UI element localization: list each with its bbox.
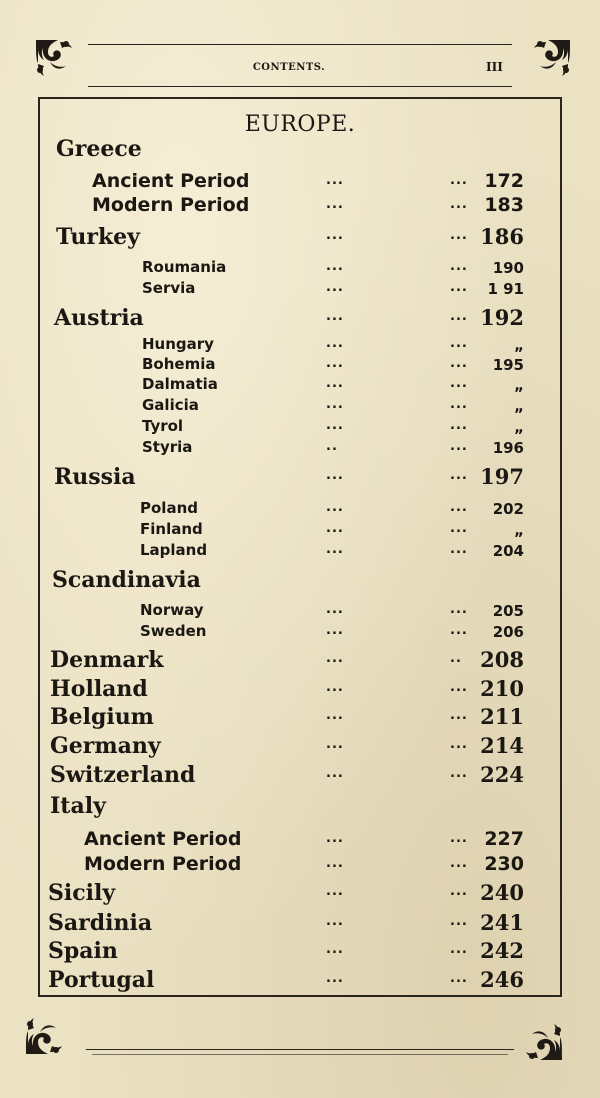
toc-page-number: 246 (480, 967, 524, 992)
toc-leader-dots: ... (450, 500, 468, 515)
toc-entry-label: Belgium (50, 704, 154, 730)
toc-page-number: „ (514, 376, 524, 394)
toc-entry-label: Italy (50, 793, 106, 819)
toc-entry-label: Holland (50, 676, 148, 702)
toc-leader-dots: ... (326, 376, 344, 391)
toc-leader-dots: ... (326, 766, 344, 781)
toc-leader-dots: ... (326, 280, 344, 295)
toc-leader-dots: ... (450, 914, 468, 929)
toc-page-number: 230 (484, 853, 524, 875)
toc-leader-dots: ... (326, 228, 344, 243)
corner-ornament-bottom-right-icon (508, 1006, 566, 1064)
toc-leader-dots: ... (450, 418, 468, 433)
toc-leader-dots: ... (450, 680, 468, 695)
toc-leader-dots: ... (450, 439, 468, 454)
toc-entry-label: Ancient Period (92, 170, 250, 192)
toc-page-number: 210 (480, 676, 524, 701)
toc-leader-dots: ... (450, 856, 468, 871)
toc-page-number: 227 (484, 828, 524, 850)
toc-entry-label: Tyrol (142, 417, 184, 435)
toc-leader-dots: ... (450, 197, 468, 212)
toc-page-number: 192 (480, 305, 524, 330)
toc-leader-dots: ... (450, 397, 468, 412)
toc-page-number: „ (514, 336, 524, 354)
toc-page-number: 195 (492, 356, 524, 374)
toc-leader-dots: ... (326, 602, 344, 617)
toc-leader-dots: ... (326, 197, 344, 212)
toc-page-number: 202 (492, 500, 524, 518)
toc-leader-dots: ... (326, 468, 344, 483)
toc-leader-dots: ... (450, 831, 468, 846)
toc-entry-label: Galicia (142, 396, 199, 414)
toc-page-number: „ (514, 521, 524, 539)
toc-entry-label: Roumania (142, 258, 227, 276)
toc-entry-label: Sweden (140, 622, 207, 640)
toc-page-number: 196 (492, 439, 524, 457)
toc-leader-dots: ... (326, 259, 344, 274)
header-rule-bottom (88, 86, 512, 87)
toc-entry-label: Turkey (56, 224, 140, 250)
header-rule-top (88, 44, 512, 45)
toc-entry-label: Bohemia (142, 355, 216, 373)
toc-entry-label: Servia (142, 279, 196, 297)
toc-entry-label: Portugal (48, 967, 155, 993)
toc-entry-label: Modern Period (84, 853, 242, 875)
toc-leader-dots: ... (326, 651, 344, 666)
toc-page-number: 190 (492, 259, 524, 277)
toc-leader-dots: ... (326, 521, 344, 536)
toc-leader-dots: .. (450, 651, 462, 666)
toc-entry-label: Sicily (48, 880, 116, 906)
toc-entry-label: Dalmatia (142, 375, 218, 393)
toc-leader-dots: ... (450, 942, 468, 957)
toc-entry-label: Scandinavia (52, 567, 201, 593)
toc-leader-dots: ... (326, 971, 344, 986)
toc-entry-label: Switzerland (50, 762, 196, 788)
toc-page-number: 211 (480, 704, 524, 729)
toc-leader-dots: ... (450, 309, 468, 324)
toc-leader-dots: ... (450, 468, 468, 483)
toc-leader-dots: ... (450, 376, 468, 391)
toc-leader-dots: ... (326, 942, 344, 957)
section-title: EUROPE. (244, 112, 356, 137)
toc-entry-label: Norway (140, 601, 204, 619)
toc-leader-dots: ... (450, 228, 468, 243)
toc-leader-dots: ... (326, 542, 344, 557)
toc-entry-label: Finland (140, 520, 203, 538)
footer-rule-inner (92, 1054, 508, 1055)
toc-leader-dots: ... (326, 500, 344, 515)
toc-page-number: 240 (480, 880, 524, 905)
toc-entry-label: Modern Period (92, 194, 250, 216)
toc-entry-label: Styria (142, 438, 193, 456)
toc-page-number: 183 (484, 194, 524, 216)
toc-leader-dots: ... (326, 336, 344, 351)
toc-leader-dots: ... (450, 521, 468, 536)
toc-page-number: 208 (480, 647, 524, 672)
toc-leader-dots: ... (450, 542, 468, 557)
toc-page-number: 172 (484, 170, 524, 192)
running-header: CONTENTS. (252, 62, 326, 73)
toc-page-number: 224 (480, 762, 524, 787)
toc-leader-dots: ... (326, 884, 344, 899)
toc-leader-dots: ... (326, 418, 344, 433)
toc-leader-dots: ... (450, 602, 468, 617)
toc-leader-dots: ... (450, 737, 468, 752)
toc-page-number: 205 (492, 602, 524, 620)
toc-page-number: 206 (492, 623, 524, 641)
toc-leader-dots: ... (450, 708, 468, 723)
toc-entry-label: Greece (56, 136, 142, 162)
footer-rule (86, 1049, 514, 1050)
toc-leader-dots: ... (326, 737, 344, 752)
toc-entry-label: Ancient Period (84, 828, 242, 850)
toc-leader-dots: ... (326, 708, 344, 723)
toc-leader-dots: ... (450, 336, 468, 351)
toc-entry-label: Poland (140, 499, 198, 517)
toc-leader-dots: .. (326, 439, 338, 454)
toc-page-number: 242 (480, 938, 524, 963)
toc-leader-dots: ... (326, 623, 344, 638)
toc-leader-dots: ... (450, 259, 468, 274)
toc-leader-dots: ... (326, 309, 344, 324)
toc-leader-dots: ... (326, 680, 344, 695)
toc-entry-label: Russia (54, 464, 136, 490)
toc-page-number: 186 (480, 224, 524, 249)
toc-entry-label: Austria (54, 305, 144, 331)
toc-leader-dots: ... (450, 356, 468, 371)
toc-leader-dots: ... (326, 397, 344, 412)
toc-entry-label: Denmark (50, 647, 164, 673)
page-number: III (486, 60, 503, 74)
toc-leader-dots: ... (450, 971, 468, 986)
toc-page-number: 204 (492, 542, 524, 560)
toc-leader-dots: ... (450, 884, 468, 899)
toc-page-number: 1 91 (487, 280, 524, 298)
toc-page-number: „ (514, 397, 524, 415)
toc-leader-dots: ... (450, 766, 468, 781)
toc-leader-dots: ... (326, 856, 344, 871)
toc-entry-label: Hungary (142, 335, 214, 353)
toc-leader-dots: ... (450, 623, 468, 638)
toc-entry-label: Germany (50, 733, 161, 759)
toc-page-number: „ (514, 418, 524, 436)
toc-leader-dots: ... (326, 831, 344, 846)
toc-leader-dots: ... (326, 173, 344, 188)
toc-page-number: 241 (480, 910, 524, 935)
toc-entry-label: Lapland (140, 541, 208, 559)
toc-page-number: 214 (480, 733, 524, 758)
toc-leader-dots: ... (450, 173, 468, 188)
toc-entry-label: Sardinia (48, 910, 153, 936)
toc-page-number: 197 (480, 464, 524, 489)
toc-leader-dots: ... (326, 914, 344, 929)
toc-entry-label: Spain (48, 938, 118, 964)
corner-ornament-bottom-left-icon (22, 1000, 80, 1058)
toc-leader-dots: ... (450, 280, 468, 295)
toc-leader-dots: ... (326, 356, 344, 371)
